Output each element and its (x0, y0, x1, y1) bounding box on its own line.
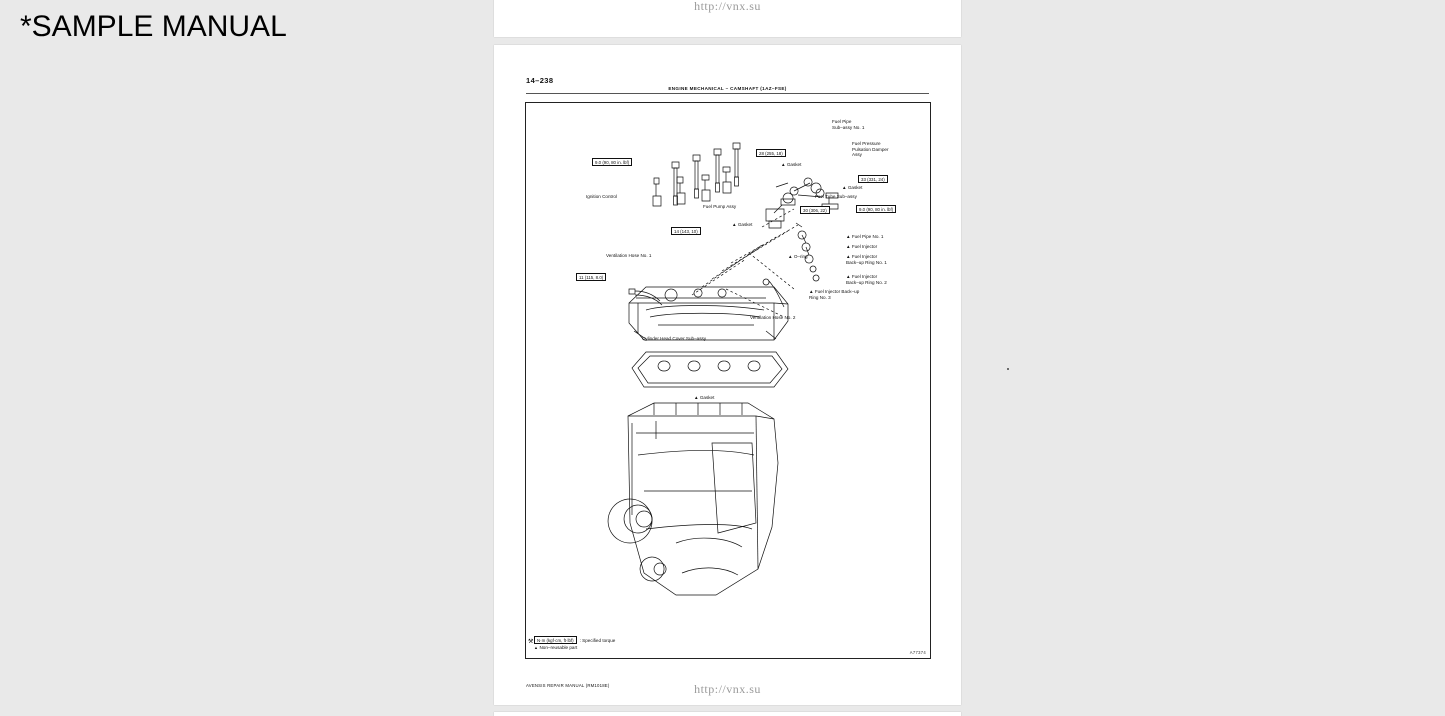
legend-torque-meaning: : Specified torque (579, 637, 616, 643)
figure-code: A77374 (909, 650, 926, 655)
torque-value-5: 9.0 (90, 80 in. lbf) (856, 205, 896, 213)
label-fuel-pressure-pulsation-damper: Fuel Pressure Pulsation Damper Assy (852, 141, 889, 158)
page-number: 14–238 (526, 76, 554, 85)
torque-value-4: 30 (306, 22) (800, 206, 830, 214)
label-ventilation-hose-no-2: Ventilation Hose No. 2 (750, 315, 796, 320)
label-cylinder-head-cover-sub-assy: Cylinder Head Cover Sub–assy (642, 336, 707, 341)
label-fuel-pipe-no-1: ▲ Fuel Pipe No. 1 (846, 234, 884, 239)
label-gasket-right: ▲ Gasket (842, 185, 863, 190)
next-page-sheet[interactable] (494, 712, 961, 716)
figure-artwork (526, 103, 930, 658)
label-ignition-control: Ignition Control (586, 194, 617, 199)
torque-value-3: 33 (331, 24) (858, 175, 888, 183)
previous-page-sheet[interactable] (494, 0, 961, 37)
figure-diagram (525, 102, 931, 659)
page-url-current: http://vnx.su (694, 682, 761, 696)
legend-nonreusable-row (534, 645, 618, 650)
pages-column (494, 0, 961, 716)
label-gasket-middle: ▲ Gasket (732, 222, 753, 227)
torque-value-7: 11 (115, 8.0) (576, 273, 606, 281)
label-backup-ring-no-2: ▲ Fuel Injector Back–up Ring No. 2 (846, 274, 887, 285)
current-page-sheet[interactable] (494, 45, 961, 705)
legend-torque-row (534, 636, 618, 644)
triangle-icon: ▲ (534, 645, 538, 650)
label-fuel-injector: ▲ Fuel Injector (846, 244, 878, 249)
legend-nonreusable-text: Non–reusable part (539, 645, 578, 650)
label-backup-ring-no-1: ▲ Fuel Injector Back–up Ring No. 1 (846, 254, 887, 265)
legend-torque-units: N·m (kgf·cm, ft·lbf) (534, 636, 577, 644)
torque-value-2: 28 (255, 18) (756, 149, 786, 157)
wrench-icon: ⚒ (528, 639, 534, 645)
page-running-header: ENGINE MECHANICAL – CAMSHAFT (1AZ–FSE) (526, 86, 929, 94)
label-o-ring: ▲ O–ring (788, 254, 808, 259)
page-footer: AVENSIS REPAIR MANUAL (RM1018E) (526, 683, 610, 688)
figure-legend (528, 636, 618, 651)
stray-dot (1007, 368, 1009, 370)
torque-value-1: 9.0 (90, 80 in. lbf) (592, 158, 632, 166)
page-url-previous: http://vnx.su (694, 0, 761, 13)
label-ventilation-hose-no-1: Ventilation Hose No. 1 (606, 253, 652, 258)
torque-value-6: 14 (143, 10) (671, 227, 701, 235)
label-fuel-pump-assy: Fuel Pump Assy (703, 204, 737, 209)
label-fuel-pipe-sub-assy-1: Fuel Pipe Sub–assy No. 1 (832, 119, 865, 130)
label-fuel-tube-sub-assy: Fuel Tube Sub–assy (815, 194, 857, 199)
label-backup-ring-no-3: ▲ Fuel Injector Back–up Ring No. 3 (809, 289, 860, 300)
sample-manual-watermark: *SAMPLE MANUAL (20, 10, 287, 43)
label-gasket-upper: ▲ Gasket (781, 162, 802, 167)
label-gasket-lower: ▲ Gasket (694, 395, 715, 400)
